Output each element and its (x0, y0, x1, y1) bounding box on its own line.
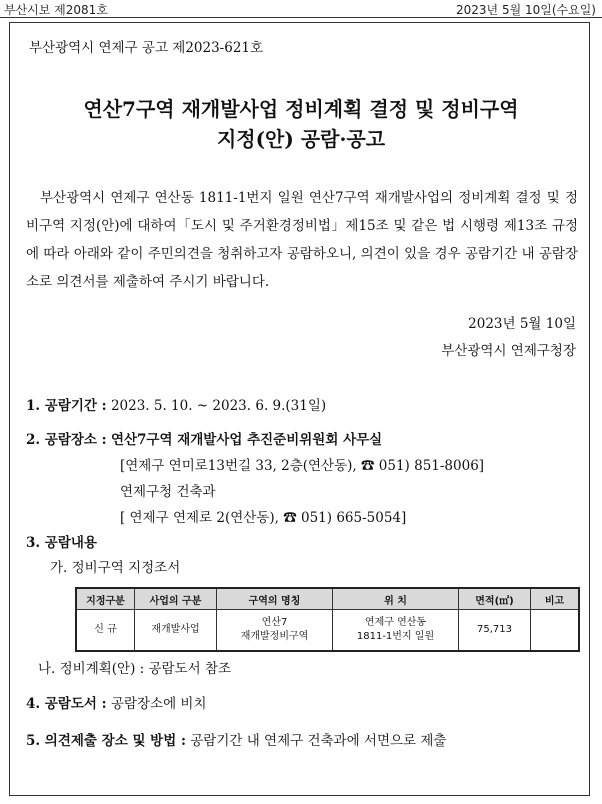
col-header: 사업의 구분 (135, 588, 217, 610)
contents-sub-a: 가. 정비구역 지정조서 (50, 560, 181, 576)
cell-location-line2: 1811-1번지 일원 (356, 631, 435, 642)
designation-table (75, 587, 580, 652)
cell-area: 75,713 (459, 610, 531, 652)
cell-business: 재개발사업 (135, 610, 217, 652)
docs-value: 공람장소에 비치 (110, 696, 207, 712)
table-row (76, 610, 579, 652)
cell-name-line2: 재개발정비구역 (240, 631, 309, 642)
section-submit (26, 729, 446, 749)
place-address-1: [연제구 연미로13번길 33, 2층(연산동), ☎ 051) 851-8006] (120, 458, 485, 474)
section-period (26, 394, 326, 414)
col-header: 구역의 명칭 (217, 588, 333, 610)
gazette-name: 부산시보 제2081호 (4, 3, 108, 17)
place-office: 연제구청 건축과 (120, 484, 216, 500)
submit-label: 5. 의견제출 장소 및 방법 : (26, 733, 186, 749)
col-header: 지정구분 (76, 588, 135, 610)
place-label: 2. 공람장소 : (26, 432, 107, 448)
section-place (26, 428, 382, 448)
place-address-2: [ 연제구 연제로 2(연산동), ☎ 051) 665-5054] (120, 510, 407, 526)
contents-label: 3. 공람내용 (26, 535, 97, 551)
gazette-header (0, 0, 602, 17)
cell-note (531, 610, 580, 652)
col-header: 비고 (531, 588, 580, 610)
docs-label: 4. 공람도서 : (26, 696, 107, 712)
cell-location-line1: 연제구 연산동 (364, 617, 427, 628)
header-divider (0, 17, 602, 18)
col-header: 면적(㎡) (459, 588, 531, 610)
notice-title-line2: 지정(안) 공람·공고 (216, 127, 386, 151)
section-contents (26, 531, 97, 551)
cell-type: 신 규 (76, 610, 135, 652)
cell-name (217, 610, 333, 652)
submit-value: 공람기간 내 연제구 건축과에 서면으로 제출 (190, 733, 447, 749)
cell-name-line1: 연산7 (261, 617, 288, 628)
table-header-row (76, 588, 579, 610)
col-header: 위 치 (333, 588, 459, 610)
section-docs (26, 692, 207, 712)
gazette-date: 2023년 5월 10일(수요일) (456, 3, 596, 17)
signoff-issuer: 부산광역시 연제구청장 (441, 343, 576, 359)
place-value: 연산7구역 재개발사업 추진준비위원회 사무실 (110, 432, 383, 448)
notice-number: 부산광역시 연제구 공고 제2023-621호 (29, 40, 264, 56)
cell-location (333, 610, 459, 652)
period-value: 2023. 5. 10. ~ 2023. 6. 9.(31일) (110, 398, 327, 414)
contents-sub-b: 나. 정비계획(안) : 공람도서 참조 (38, 661, 232, 677)
notice-title-line1: 연산7구역 재개발사업 정비계획 결정 및 정비구역 (83, 97, 519, 121)
period-label: 1. 공람기간 : (26, 398, 107, 414)
intro-paragraph: 부산광역시 연제구 연산동 1811-1번지 일원 연산7구역 재개발사업의 정비계획 결정 및 정비구역 지정(안)에 대하여「도시 및 주거환경정비법」제15조 및 같은 법 시행령 제13조 규정에 따라 아래와 같이 주민의견을 청취하고자 공람하오니, 의견이 있을 경우 공람기간 내 공람장소로 의견서를 제출하여 주시기 바랍니다. (26, 190, 578, 290)
signoff-date: 2023년 5월 10일 (468, 316, 576, 332)
